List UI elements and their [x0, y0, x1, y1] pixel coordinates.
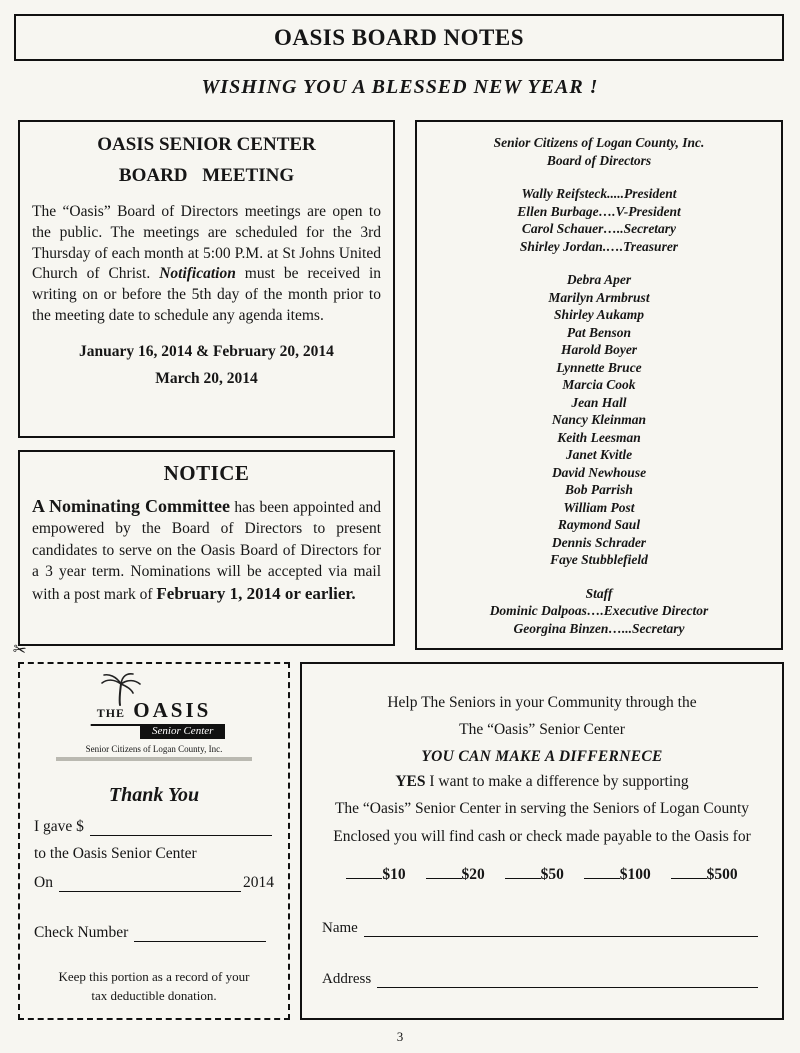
staff-line: Dominic Dalpoas….Executive Director: [489, 603, 709, 618]
member-name: Pat Benson: [566, 324, 632, 340]
spacer: [417, 569, 781, 585]
board-meeting-title-line2: BOARD MEETING: [118, 165, 295, 186]
member-name: Marilyn Armbrust: [548, 289, 650, 305]
directors-org: Senior Citizens of Logan County, Inc.: [493, 135, 705, 150]
officer-line: Shirley Jordan.….Treasurer: [519, 238, 679, 254]
notice-body: has been appointed and empowered by the Board of Directors to present candidates to serve on the Oasis Board of Directors for a 3 year term. Nominations will be accepted via mail with a post mark of: [32, 499, 381, 603]
board-meeting-box: [18, 120, 395, 438]
member-name: Jean Hall: [571, 394, 627, 410]
logo-wordmark: [91, 698, 218, 726]
amount-option: [671, 864, 738, 884]
yes-emphasis: YES: [395, 772, 426, 790]
spacer: [417, 169, 781, 185]
amount-value: $10: [382, 866, 406, 884]
check-number-label: Check Number: [34, 924, 129, 941]
logo-fine-print: [56, 757, 252, 761]
amount-blank-line: [426, 864, 462, 879]
donation-receipt-coupon: [18, 662, 290, 1020]
donation-slogan: YOU CAN MAKE A DIFFERNECE: [421, 747, 663, 765]
donation-yes-line: [320, 771, 764, 793]
check-number-blank-line: [134, 926, 266, 942]
meeting-dates-line1: January 16, 2014 & February 20, 2014: [79, 342, 334, 360]
board-meeting-title-line1: OASIS SENIOR CENTER: [97, 134, 316, 155]
member-name: Lynnette Bruce: [556, 359, 642, 375]
amount-value: $100: [619, 866, 651, 884]
amount-option: [584, 864, 651, 884]
yes-rest: I want to make a difference by supporting: [425, 772, 689, 790]
spacer: [417, 255, 781, 271]
officer-line: Ellen Burbage….V-President: [517, 203, 681, 219]
donation-pledge-box: [300, 662, 784, 1020]
notice-lead: A Nominating Committee: [32, 496, 230, 516]
address-label: Address: [322, 971, 372, 988]
member-name: Nancy Kleinman: [551, 412, 647, 427]
new-year-greeting: WISHING YOU A BLESSED NEW YEAR !: [201, 76, 599, 98]
amount-option: [426, 864, 485, 884]
member-name: Marcia Cook: [562, 377, 636, 392]
notice-box: [18, 450, 395, 646]
gave-amount-blank-line: [90, 820, 272, 836]
donation-intro-line2: The “Oasis” Senior Center: [459, 721, 625, 739]
notice-title: NOTICE: [163, 461, 250, 485]
member-name: Raymond Saul: [557, 517, 641, 532]
staff-title: Staff: [585, 585, 613, 601]
officer-line: Wally Reifsteck.....President: [521, 186, 677, 201]
member-name: Bob Parrish: [565, 482, 633, 497]
board-meeting-text-post: must be received in writing on or before the 5th day of the month prior to the meeting date to schedule any agenda items.: [32, 265, 382, 324]
member-name: Faye Stubblefield: [550, 552, 648, 567]
amount-value: $50: [540, 866, 564, 884]
logo-the: THE: [96, 706, 126, 720]
oasis-logo: [34, 674, 274, 776]
member-name: Dennis Schrader: [551, 534, 647, 550]
amount-value: $500: [706, 866, 738, 884]
amount-value: $20: [461, 866, 485, 884]
amount-options-row: [320, 864, 764, 884]
logo-org-line: Senior Citizens of Logan County, Inc.: [85, 744, 223, 754]
member-name: Shirley Aukamp: [554, 307, 644, 322]
address-row: [322, 971, 762, 988]
keep-portion-line1: Keep this portion as a record of your: [58, 969, 250, 984]
address-blank-line: [377, 972, 758, 988]
notice-deadline: February 1, 2014 or earlier.: [156, 583, 356, 603]
member-name: David Newhouse: [551, 464, 647, 480]
meeting-dates-line2: March 20, 2014: [155, 369, 258, 387]
directors-box: [415, 120, 783, 650]
member-name: Janet Kvitle: [565, 447, 633, 462]
donation-serving-line: The “Oasis” Senior Center in serving the Seniors of Logan County: [334, 800, 750, 818]
staff-line: Georgina Binzen…...Secretary: [513, 620, 685, 636]
amount-blank-line: [671, 864, 707, 879]
logo-banner: Senior Center: [140, 724, 225, 739]
member-name: Keith Leesman: [557, 429, 641, 445]
name-row: [322, 920, 762, 937]
logo-oasis: OASIS: [133, 698, 212, 722]
keep-portion-line2: tax deductible donation.: [91, 987, 217, 1003]
amount-blank-line: [505, 864, 541, 879]
name-label: Name: [322, 920, 358, 937]
board-meeting-paragraph: [32, 202, 381, 327]
amount-option: [505, 864, 564, 884]
notice-paragraph: [32, 494, 381, 605]
member-name: Harold Boyer: [560, 342, 638, 357]
amount-blank-line: [346, 864, 382, 879]
gave-label: I gave $: [34, 818, 84, 835]
page-number: 3: [396, 1029, 404, 1044]
donation-enclosed-line: Enclosed you will find cash or check made payable to the Oasis for: [333, 827, 751, 845]
donation-intro-line1: Help The Seniors in your Community through the: [387, 694, 697, 711]
gave-amount-row: [34, 818, 274, 836]
member-name: William Post: [563, 499, 635, 515]
meeting-dates: [30, 343, 383, 388]
page-title-box: [14, 14, 784, 61]
year-label: 2014: [243, 874, 274, 891]
amount-blank-line: [584, 864, 620, 879]
board-meeting-text-pre: The “Oasis” Board of Directors meetings are open to the public. The meetings are scheduled for the 3rd Thursday of each month at 5:00 P.M. at St Johns United Church of Christ.: [32, 203, 381, 283]
page-title: OASIS BOARD NOTES: [273, 24, 525, 50]
on-label: On: [34, 874, 53, 891]
directors-subtitle: Board of Directors: [546, 152, 652, 168]
to-oasis-line: to the Oasis Senior Center: [34, 845, 197, 862]
date-blank-line: [59, 876, 241, 892]
member-name: Debra Aper: [566, 272, 632, 287]
thank-you-heading: Thank You: [108, 784, 200, 806]
scissors-icon: ✂: [11, 638, 29, 661]
notification-emphasis: Notification: [159, 265, 236, 283]
keep-portion-note: [34, 968, 274, 1006]
check-number-row: [34, 924, 274, 942]
name-blank-line: [364, 921, 758, 937]
officer-line: Carol Schauer…..Secretary: [521, 221, 677, 236]
date-row: [34, 874, 274, 892]
amount-option: [346, 864, 405, 884]
